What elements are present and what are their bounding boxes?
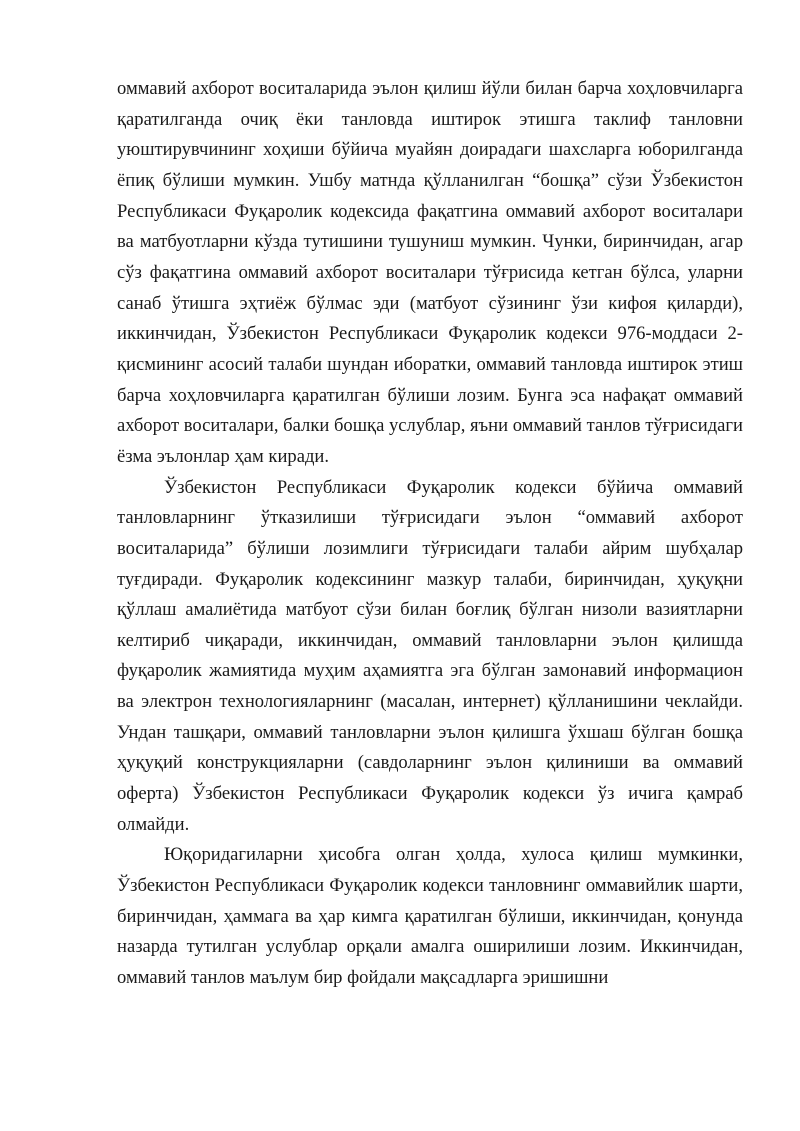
paragraph-3: Юқоридагиларни ҳисобга олган ҳолда, хулоса қилиш мумкинки, Ўзбекистон Республикаси Фуқаролик кодекси танловнинг оммавийлик шарти, биринчидан, ҳаммага ва ҳар кимга қаратилган бўлиши, иккинчидан, қонунда назарда тутилган услублар орқали амалга оширилиши лозим. Иккинчидан, оммавий танлов маълум бир фойдали мақсадларга эришишни [117,844,743,989]
paragraph-1: оммавий ахборот воситаларида эълон қилиш йўли билан барча хоҳловчиларга қаратилганда очиқ ёки танловда иштирок этишга таклиф танловни уюштирувчининг хоҳиши бўйича муайян доирадаги шахсларга юборилганда ёпиқ бўлиши мумкин. Ушбу матнда қўлланилган “бошқа” сўзи Ўзбекистон Республикаси Фуқаролик кодексида фақатгина оммавий ахборот воситалари ва матбуотларни кўзда тутишини тушуниш мумкин. Чунки, биринчидан, агар сўз фақатгина оммавий ахборот воситалари тўғрисида кетган бўлса, уларни санаб ўтишга эҳтиёж бўлмас эди (матбуот сўзининг ўзи кифоя қиларди), иккинчидан, Ўзбекистон Республикаси Фуқаролик кодекси 976-моддаси 2-қисмининг асосий талаби шундан иборатки, оммавий танловда иштирок этиш барча хоҳловчиларга қаратилган бўлиши лозим. Бунга эса нафақат оммавий ахборот воситалари, балки бошқа услублар, яъни оммавий танлов тўғрисидаги ёзма эълонлар ҳам киради. [117,78,743,467]
document-body [117,74,743,994]
paragraph-2: Ўзбекистон Республикаси Фуқаролик кодекси бўйича оммавий танловларнинг ўтказилиши тўғрисидаги эълон “оммавий ахборот воситаларида” бўлиши лозимлиги тўғрисидаги талаби айрим шубҳалар туғдиради. Фуқаролик кодексининг мазкур талаби, биринчидан, ҳуқуқни қўллаш амалиётида матбуот сўзи билан боғлиқ бўлган низоли вазиятларни келтириб чиқаради, иккинчидан, оммавий танловларни эълон қилишда фуқаролик жамиятида муҳим аҳамиятга эга бўлган замонавий информацион ва электрон технологияларнинг (масалан, интернет) қўлланишини чеклайди. Ундан ташқари, оммавий танловларни эълон қилишга ўхшаш бўлган бошқа ҳуқуқий конструкцияларни (савдоларнинг эълон қилиниши ва оммавий оферта) Ўзбекистон Республикаси Фуқаролик кодекси ўз ичига қамраб олмайди. [117,476,743,835]
